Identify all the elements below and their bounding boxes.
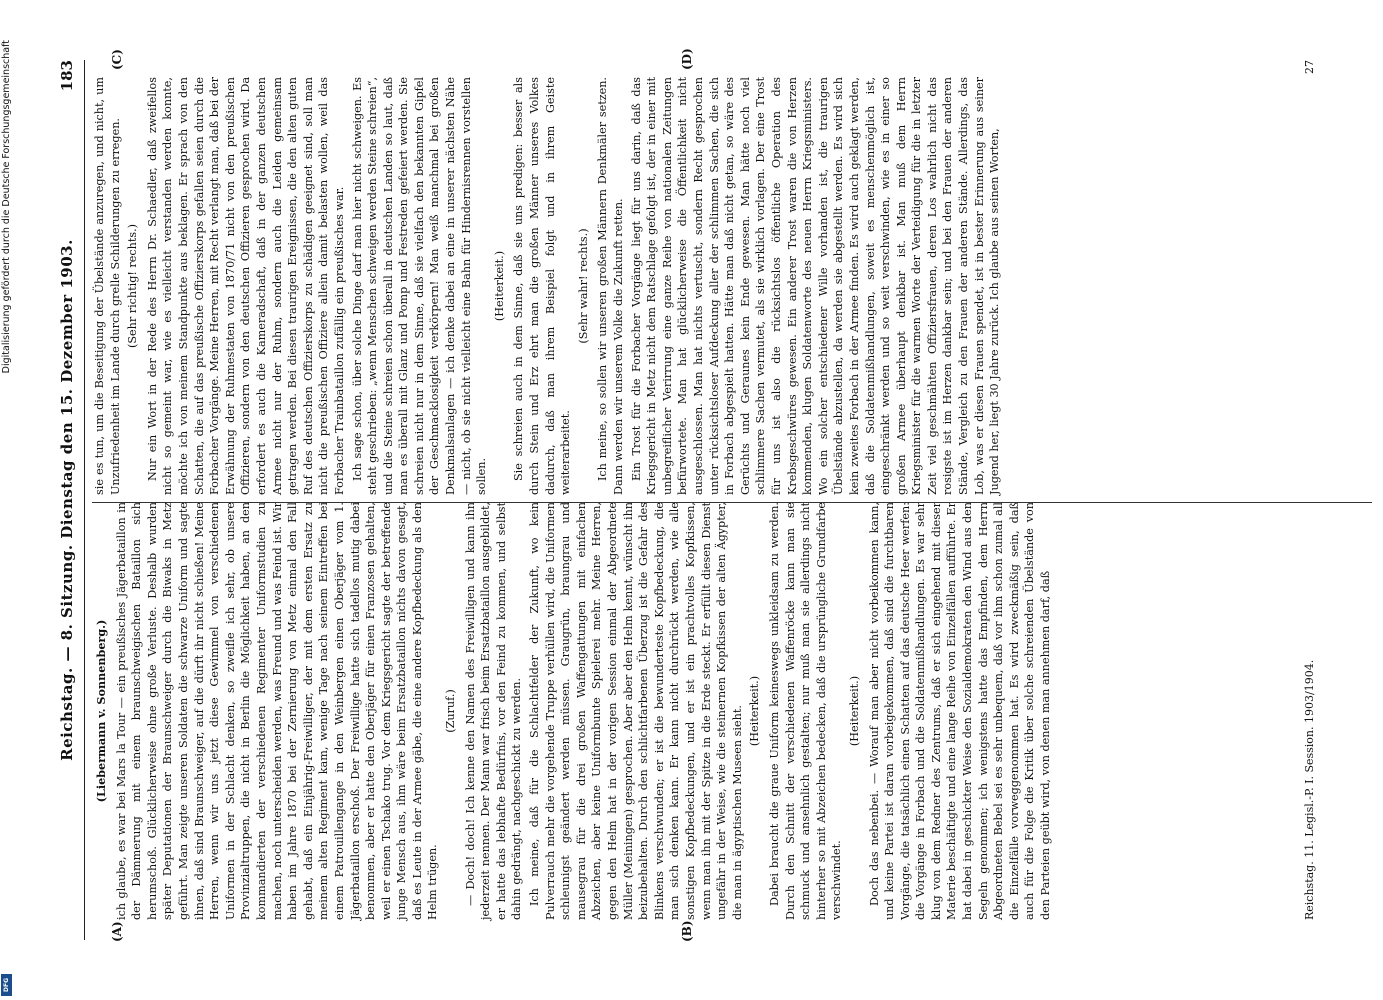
margin-marker-a: (A) (110, 921, 124, 942)
left-column (92, 502, 1056, 920)
paragraph: sie es tun, um die Beseitigung der Übelstände anzuregen, und nicht, um Unzufriedenheit im Lande durch grelle Schilderungen zu erregen. (93, 77, 122, 495)
interjection: (Heiterkeit.) (492, 250, 506, 322)
paragraph: Nur ein Wort in der Rede des Herrn Dr. Schaedler, daß zweifellos nicht so gemeint war, wie es vielleicht verstanden werden konnte, möchte ich von meinem Standpunkte aus beklagen. Er sprach von den Schatten, die auf das preußische Offizierskorps gefallen seien durch die Forbacher Vorgänge. Meine Herren, mit Recht verlangt man, daß bei der Erwähnung der Ruhmestaten von 1870/71 nicht von den preußischen Offizieren, sondern von den deutschen Offizieren gesprochen wird. Da erfordert es auch die Kameradschaft, daß in der ganzen deutschen Armee nicht nur der Ruhm, sondern auch die Leiden gemeinsam getragen werden. Bei diesen traurigen Ereignissen, die den alten guten Ruf des deutschen Offizierskorps zu schädigen geeignet sind, soll man nicht die preußischen Offiziere allein damit belasten wollen, weil das Forbacher Trainbataillon zufällig ein preußisches war. (145, 77, 346, 495)
header-rule (84, 60, 85, 940)
paragraph: ich glaube, es war bei Mars la Tour — ein preußisches Jägerbataillon in der Dämmerung mit einem braunschweigischen Bataillon sich herumschoß. Glücklicherweise ohne große Verluste. Deshalb wurden später Deputationen der Braunschweiger durch die Biwaks in Metz geführt. Man zeigte unseren Soldaten die schwarze Uniform und sagte ihnen, daß sind Braunschweiger, auf die dürft ihr nicht schießen! Meine Herren, wenn wir uns jetzt diese Gewimmel von verschiedenen Uniformen in der Schlacht denken, so zweifle ich sehr, ob unsere Provinzialtruppen, die nicht in Berlin die Möglichkeit haben, an den kommandierten der verschiedenen Regimenter Uniformstudien zu machen, noch unterscheiden werden, was Freund und was Feind ist. Wir haben im Jahre 1870 bei der Zernierung von Metz einmal den Fall gehabt, daß ein Einjährig-Freiwilliger, der mit dem ersten Ersatz zu meinem alten Regiment kam, wenige Tage nach seinem Eintreffen bei einem Patrouillengange in den Weinbergen einen Oberjäger vom 1. Jägerbataillon erschoß. Der Freiwillige hatte sich tadellos mutig dabei benommen, aber er hatte den Oberjäger für einen Franzosen gehalten, weil er einen Tschako trug. Vor dem Kriegsgericht sagte der betreffende junge Mensch aus, ihm wäre beim Ersatzbataillon nichts davon gesagt, daß es Leute in der Armee gäbe, die eine andere Kopfbedeckung als den Helm trügen. (114, 502, 440, 920)
paragraph: — Doch! doch! Ich kenne den Namen des Freiwilligen und kann ihn jederzeit nennen. Der Mann war frisch beim Ersatzbataillon ausgebildet, er hatte das lebhafte Bedürfnis, vor den Feind zu kommen, und selbst dahin gedrängt, nachgeschickt zu werden. (463, 502, 524, 920)
dfg-logo-icon: DFG (1, 974, 12, 996)
credit-text: Digitalisierung gefördert durch die Deutsche Forschungsgemeinschaft (1, 40, 12, 374)
paragraph: Doch das nebenbei. — Worauf man aber nicht vorbeikommen kann, und keine Partei ist daran vorbeigekommen, daß sind die furchtbaren Vorgänge, die tatsächlich einen Schatten auf das deutsche Heer werfen: die Vorgänge in Forbach und die Soldatenmißhandlungen. Es war sehr klug von dem Redner des Zentrums, daß er sich eingehend mit dieser Materie beschäftigte und eine lange Reihe von Einzelfällen aufführte. Er hat dabei in geschickter Weise den Sozialdemokraten den Wind aus den Segeln genommen; ich wenigstens hatte das Empfinden, dem Herrn Abgeordneten Bebel sei es sehr unbequem, daß vor ihm schon zumal all die Einzelfälle vorweggenommen hat. Es wird zweckmäßig sein, daß auch für die Folge die Kritik über solche schreienden Übelstände von den Parteien geübt wird, von denen man annehmen darf, daß (867, 502, 1053, 920)
margin-marker-b: (B) (680, 920, 694, 942)
interjection: (Heiterkeit.) (847, 675, 861, 747)
footer-number: 27 (1303, 60, 1316, 74)
page-title: Reichstag. — 8. Sitzung. Dienstag den 15. Dezember 1903. (58, 239, 76, 761)
paragraph: Ich meine, so sollen wir unseren großen Männern Denkmäler setzen. Dann werden wir unserem Volke die Zukunft retten. (596, 77, 625, 495)
interjection: (Zuruf.) (444, 689, 458, 733)
paragraph: Dabei braucht die graue Uniform keineswegs unkleidsam zu werden. Durch den Schnitt der verschiedenen Waffenröcke kann man sie schmuck und ansehnlich gestalten; nur muß man sie allerdings nicht hinterher so mit Abzeichen bedecken, daß die ursprüngliche Grundfarbe verschwindet. (767, 502, 844, 920)
page-number: 183 (58, 60, 76, 92)
column-divider (92, 502, 1372, 503)
speaker-name: (Liebermann v. Sonnenberg.) (94, 619, 108, 803)
right-column (92, 77, 1005, 495)
digitization-credit (1, 40, 13, 1000)
paragraph: Sie schreien auch in dem Sinne, daß sie uns predigen: besser als durch Stein und Erz ehrt man die großen Männer unseres Volkes dadurch, daß man ihrem Beispiel folgt und in ihrem Geiste weiterarbeitet. (512, 77, 573, 495)
paragraph: Ein Trost für die Forbacher Vorgänge liegt für uns darin, daß das Kriegsgericht in Metz nicht dem Ratschlage gefolgt ist, der in einer mit unbegreiflicher Verirrung eine ganze Reihe von nationalen Zeitungen befürwortete. Man hat glücklicherweise die Öffentlichkeit nicht ausgeschlossen. Man hat nichts vertuscht, sondern Recht gesprochen unter rücksichtsloser Aufdeckung aller der schlimmen Sachen, die sich in Forbach abgespielt hatten. Hätte man daß nicht getan, so wäre des Gerüchts und Geraunes kein Ende gewesen. Man hätte noch viel schlimmere Sachen vermutet, als sie wirklich vorlagen. Der eine Trost für uns ist also die rücksichtslos öffentliche Operation des Krebsgeschwüres gewesen. Ein anderer Trost waren die von Herzen kommenden, klugen Soldatenworte des neuen Herrn Kriegsministers. Wo ein solcher entschiedener Wille vorhanden ist, die traurigen Übelstände abzustellen, da werden sie abgestellt werden. Es wird sich kein zweites Forbach in der Armee finden. Es wird auch geklagt werden, daß die Soldatenmißhandlungen, soweit es menschenmöglich ist, eingeschränkt werden und so weit verschwinden, wie es in einer so großen Armee überhaupt denkbar ist. Man muß dem Herrn Kriegsminister für die warmen Worte der Verteidigung für die in letzter Zeit viel geschmähten Offiziersfrauen, deren Los wahrlich nicht das rosigste ist im Herzen dankbar sein; und bei den Frauen der anderen Stände, Vergleich zu den Frauen der anderen Stände. Allerdings, das Lob, was er diesen Frauen spendet, ist in bester Erinnerung aus seiner Jugend her, liegt 30 Jahre zurück. Ich glaube aus seinen Worten, (629, 77, 1002, 495)
paragraph: Ich sage schon, über solche Dinge darf man hier nicht schweigen. Es steht geschrieben: „wenn Menschen schweigen werden Steine schreien“, und die Steine schreien schon überall in deutschen Landen so laut, daß man es überall mit Glanz und Pomp und Festreden gefeiert werden. Sie schreien nicht nur in dem Sinne, daß sie vielfach den bekannten Gipfel der Geschmacklosigkeit verkörpern! Man weiß manchmal bei großen Denkmalsanlagen — ich denke dabei an eine in unserer nächsten Nähe — nicht, ob sie nicht vielleicht eine Bahn für Hindernisrennen vorstellen sollen. (350, 77, 489, 495)
paragraph: Ich meine, daß für die Schlachtfelder der Zukunft, wo kein Pulverrauch mehr die vorgehende Truppe verhüllen wird, die Uniformen schleunigst geändert werden müssen. Graugrün, braungrau und mausegrau für die drei großen Waffengattungen mit einfachen Abzeichen, aber keine Uniformbunte Spielerei mehr. Meine Herren, gegen den Helm hat in der vorigen Session einmal der Abgeordnete Müller (Meiningen) gesprochen. Aber aber den Helm kennt, wünscht ihn beizubehalten. Durch den schlichtfarbenen Überzug ist die Gefahr des Blinkens verschwunden; er ist die bewunderteste Kopfbedeckung, die man sich denken kann. Er kann nicht durchrückt werden, wie alle sonstigen Kopfbedeckungen, und er ist ein prachtvolles Kopfkissen, wenn man ihn mit der Spitze in die Erde steckt. Er erfüllt diesen Dienst ungefähr in der Weise, wie die steinernen Kopfkissen der alten Ägypter, die man in ägyptischen Museen sieht. (528, 502, 744, 920)
margin-marker-d: (D) (680, 48, 694, 70)
margin-marker-c: (C) (110, 49, 124, 70)
interjection: (Heiterkeit.) (748, 675, 762, 747)
interjection: (Sehr richtig! rechts.) (126, 223, 140, 349)
footer-signature: Reichstag. 11. Legisl.-P. I. Session. 1903/1904. (1303, 659, 1316, 920)
page-header (58, 60, 82, 940)
interjection: (Sehr wahr! rechts.) (576, 228, 590, 344)
